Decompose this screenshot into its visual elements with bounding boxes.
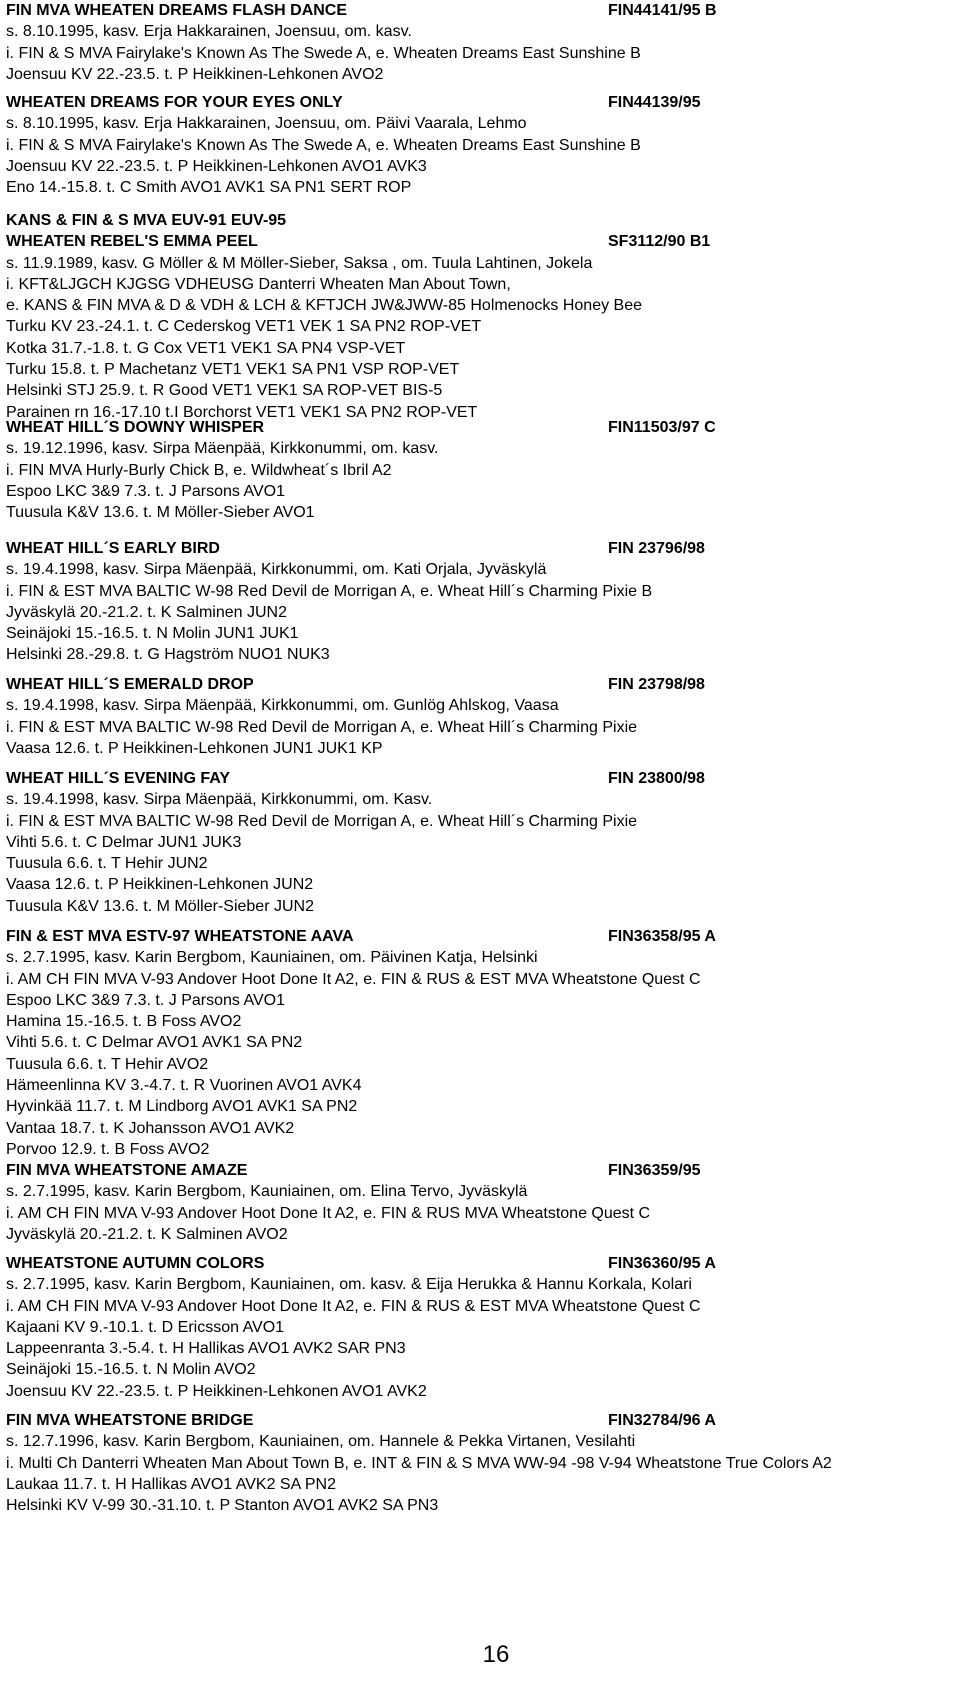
registration-number: FIN36358/95 A: [608, 928, 716, 945]
dog-entry: [6, 417, 956, 523]
dog-name: WHEAT HILL´S EMERALD DROP: [6, 676, 254, 693]
dog-name: FIN MVA WHEATSTONE AMAZE: [6, 1162, 248, 1179]
entry-detail-line: e. KANS & FIN MVA & D & VDH & LCH & KFTJCH JW&JWW-85 Holmenocks Honey Bee: [6, 297, 643, 315]
entry-detail-line: i. FIN MVA Hurly-Burly Chick B, e. Wildwheat´s Ibril A2: [6, 461, 392, 479]
entry-detail-line: i. AM CH FIN MVA V-93 Andover Hoot Done It A2, e. FIN & RUS & EST MVA Wheatstone Quest C: [6, 970, 701, 988]
entry-detail-line: Porvoo 12.9. t. B Foss AVO2: [6, 1140, 210, 1158]
dog-entry: [6, 538, 956, 666]
entry-detail-line: Eno 14.-15.8. t. C Smith AVO1 AVK1 SA PN1 SERT ROP: [6, 179, 412, 197]
entry-heading: [6, 674, 956, 695]
entry-detail-line: Kotka 31.7.-1.8. t. G Cox VET1 VEK1 SA PN4 VSP-VET: [6, 339, 406, 357]
entry-detail-line: Hamina 15.-16.5. t. B Foss AVO2: [6, 1013, 242, 1031]
entry-heading: [6, 417, 956, 438]
dog-name: FIN MVA WHEATSTONE BRIDGE: [6, 1412, 254, 1429]
entry-heading: [6, 1410, 956, 1431]
registration-number: SF3112/90 B1: [608, 233, 711, 251]
registration-number: FIN44141/95 B: [608, 2, 717, 19]
dog-name: WHEATSTONE AUTUMN COLORS: [6, 1255, 265, 1272]
entry-detail-line: Helsinki STJ 25.9. t. R Good VET1 VEK1 SA ROP-VET BIS-5: [6, 382, 443, 400]
entry-heading: [6, 0, 956, 21]
registration-number: FIN 23800/98: [608, 770, 705, 787]
registration-number: FIN32784/96 A: [608, 1412, 716, 1429]
dog-entry: [6, 1410, 956, 1516]
entry-detail-line: Joensuu KV 22.-23.5. t. P Heikkinen-Lehkonen AVO1 AVK2: [6, 1382, 427, 1400]
entry-detail-line: i. FIN & EST MVA BALTIC W-98 Red Devil de Morrigan A, e. Wheat Hill´s Charming Pixie B: [6, 582, 653, 600]
entry-detail-line: Tuusula K&V 13.6. t. M Möller-Sieber JUN2: [6, 897, 314, 915]
entry-detail-line: Jyväskylä 20.-21.2. t. K Salminen JUN2: [6, 603, 288, 621]
registration-number: FIN36360/95 A: [608, 1255, 716, 1272]
entry-detail-line: Helsinki 28.-29.8. t. G Hagström NUO1 NUK3: [6, 646, 330, 664]
dog-name: WHEATEN DREAMS FOR YOUR EYES ONLY: [6, 94, 343, 111]
entry-detail-line: Lappeenranta 3.-5.4. t. H Hallikas AVO1 AVK2 SAR PN3: [6, 1340, 406, 1358]
entry-detail-line: Jyväskylä 20.-21.2. t. K Salminen AVO2: [6, 1225, 288, 1243]
entry-detail-line: Vihti 5.6. t. C Delmar JUN1 JUK3: [6, 833, 242, 851]
entry-detail-line: Parainen rn 16.-17.10 t.I Borchorst VET1 VEK1 SA PN2 ROP-VET: [6, 403, 478, 421]
entry-heading: [6, 92, 956, 113]
entry-detail-line: s. 19.4.1998, kasv. Sirpa Mäenpää, Kirkkonummi, om. Kasv.: [6, 791, 433, 809]
entry-detail-line: s. 12.7.1996, kasv. Karin Bergbom, Kauniainen, om. Hannele & Pekka Virtanen, Vesilahti: [6, 1433, 636, 1451]
entry-heading: [6, 1160, 956, 1181]
entry-detail-line: Hämeenlinna KV 3.-4.7. t. R Vuorinen AVO1 AVK4: [6, 1077, 362, 1095]
registration-number: FIN 23796/98: [608, 540, 705, 557]
dog-name: WHEATEN REBEL'S EMMA PEEL: [6, 233, 258, 251]
entry-detail-line: Kajaani KV 9.-10.1. t. D Ericsson AVO1: [6, 1318, 285, 1336]
entry-detail-line: Joensuu KV 22.-23.5. t. P Heikkinen-Lehkonen AVO1 AVK3: [6, 157, 427, 175]
entry-detail-line: s. 2.7.1995, kasv. Karin Bergbom, Kauniainen, om. Elina Tervo, Jyväskylä: [6, 1183, 528, 1201]
entry-heading: [6, 768, 956, 789]
registration-number: FIN36359/95: [608, 1162, 701, 1179]
entry-detail-line: Laukaa 11.7. t. H Hallikas AVO1 AVK2 SA PN2: [6, 1475, 336, 1493]
entry-detail-line: i. Multi Ch Danterri Wheaten Man About Town B, e. INT & FIN & S MVA WW-94 -98 V-94 Wheatstone True Colors A2: [6, 1454, 832, 1472]
entry-detail-line: Vantaa 18.7. t. K Johansson AVO1 AVK2: [6, 1119, 295, 1137]
entry-detail-line: Tuusula K&V 13.6. t. M Möller-Sieber AVO1: [6, 504, 315, 522]
dog-entry: [6, 926, 956, 1160]
entry-heading: [6, 1253, 956, 1274]
entry-detail-line: i. FIN & S MVA Fairylake's Known As The Swede A, e. Wheaten Dreams East Sunshine B: [6, 44, 641, 62]
dog-name: FIN MVA WHEATEN DREAMS FLASH DANCE: [6, 2, 348, 19]
entry-detail-line: Espoo LKC 3&9 7.3. t. J Parsons AVO1: [6, 991, 285, 1009]
page-number: 16: [482, 1641, 510, 1668]
entry-detail-line: s. 19.4.1998, kasv. Sirpa Mäenpää, Kirkkonummi, om. Gunlög Ahlskog, Vaasa: [6, 697, 559, 715]
entry-detail-line: s. 8.10.1995, kasv. Erja Hakkarainen, Joensuu, om. kasv.: [6, 23, 412, 41]
dog-name: FIN & EST MVA ESTV-97 WHEATSTONE AAVA: [6, 928, 354, 945]
registration-number: FIN 23798/98: [608, 676, 705, 693]
entry-detail-line: i. FIN & EST MVA BALTIC W-98 Red Devil de Morrigan A, e. Wheat Hill´s Charming Pixie: [6, 812, 638, 830]
dog-entry: [6, 92, 956, 198]
entry-detail-line: s. 19.12.1996, kasv. Sirpa Mäenpää, Kirkkonummi, om. kasv.: [6, 440, 439, 458]
entry-detail-line: Helsinki KV V-99 30.-31.10. t. P Stanton AVO1 AVK2 SA PN3: [6, 1497, 439, 1515]
entry-heading: [6, 538, 956, 559]
entry-detail-line: i. AM CH FIN MVA V-93 Andover Hoot Done It A2, e. FIN & RUS MVA Wheatstone Quest C: [6, 1204, 651, 1222]
entry-detail-line: Vaasa 12.6. t. P Heikkinen-Lehkonen JUN2: [6, 876, 314, 894]
entry-detail-line: s. 11.9.1989, kasv. G Möller & M Möller-Sieber, Saksa , om. Tuula Lahtinen, Jokela: [6, 254, 593, 272]
registration-number: FIN44139/95: [608, 94, 701, 111]
entry-detail-line: i. FIN & S MVA Fairylake's Known As The Swede A, e. Wheaten Dreams East Sunshine B: [6, 136, 641, 154]
dog-name: WHEAT HILL´S DOWNY WHISPER: [6, 419, 265, 436]
dog-entry: [6, 210, 956, 423]
dog-name: WHEAT HILL´S EVENING FAY: [6, 770, 231, 787]
entry-detail-line: Tuusula 6.6. t. T Hehir JUN2: [6, 855, 208, 873]
entry-detail-line: Seinäjoki 15.-16.5. t. N Molin AVO2: [6, 1361, 256, 1379]
dog-entry: [6, 0, 956, 85]
entry-titles-line: KANS & FIN & S MVA EUV-91 EUV-95: [6, 212, 287, 229]
entry-detail-line: i. KFT&LJGCH KJGSG VDHEUSG Danterri Wheaten Man About Town,: [6, 275, 511, 293]
dog-entry: [6, 1253, 956, 1402]
registration-number: FIN11503/97 C: [608, 419, 716, 436]
dog-name: WHEAT HILL´S EARLY BIRD: [6, 540, 220, 557]
dog-entry: [6, 674, 956, 759]
entry-detail-line: s. 19.4.1998, kasv. Sirpa Mäenpää, Kirkkonummi, om. Kati Orjala, Jyväskylä: [6, 561, 547, 579]
dog-entry: [6, 1160, 956, 1245]
entry-detail-line: Espoo LKC 3&9 7.3. t. J Parsons AVO1: [6, 482, 285, 500]
entry-detail-line: s. 2.7.1995, kasv. Karin Bergbom, Kauniainen, om. kasv. & Eija Herukka & Hannu Korkala, Kolari: [6, 1276, 692, 1294]
entry-heading: [6, 926, 956, 947]
entry-heading: [6, 231, 956, 252]
entry-detail-line: i. AM CH FIN MVA V-93 Andover Hoot Done It A2, e. FIN & RUS & EST MVA Wheatstone Quest C: [6, 1297, 701, 1315]
entry-detail-line: s. 8.10.1995, kasv. Erja Hakkarainen, Joensuu, om. Päivi Vaarala, Lehmo: [6, 115, 527, 133]
entry-detail-line: Turku 15.8. t. P Machetanz VET1 VEK1 SA PN1 VSP ROP-VET: [6, 361, 460, 379]
entry-detail-line: Hyvinkää 11.7. t. M Lindborg AVO1 AVK1 SA PN2: [6, 1098, 358, 1116]
entry-detail-line: Vaasa 12.6. t. P Heikkinen-Lehkonen JUN1 JUK1 KP: [6, 739, 383, 757]
dog-entry: [6, 768, 956, 917]
entry-detail-line: i. FIN & EST MVA BALTIC W-98 Red Devil de Morrigan A, e. Wheat Hill´s Charming Pixie: [6, 718, 638, 736]
entry-detail-line: Vihti 5.6. t. C Delmar AVO1 AVK1 SA PN2: [6, 1034, 303, 1052]
entry-detail-line: Turku KV 23.-24.1. t. C Cederskog VET1 VEK 1 SA PN2 ROP-VET: [6, 318, 482, 336]
entry-detail-line: Joensuu KV 22.-23.5. t. P Heikkinen-Lehkonen AVO2: [6, 65, 384, 83]
entry-detail-line: s. 2.7.1995, kasv. Karin Bergbom, Kauniainen, om. Päivinen Katja, Helsinki: [6, 949, 538, 967]
entry-detail-line: Seinäjoki 15.-16.5. t. N Molin JUN1 JUK1: [6, 625, 299, 643]
entry-detail-line: Tuusula 6.6. t. T Hehir AVO2: [6, 1055, 209, 1073]
